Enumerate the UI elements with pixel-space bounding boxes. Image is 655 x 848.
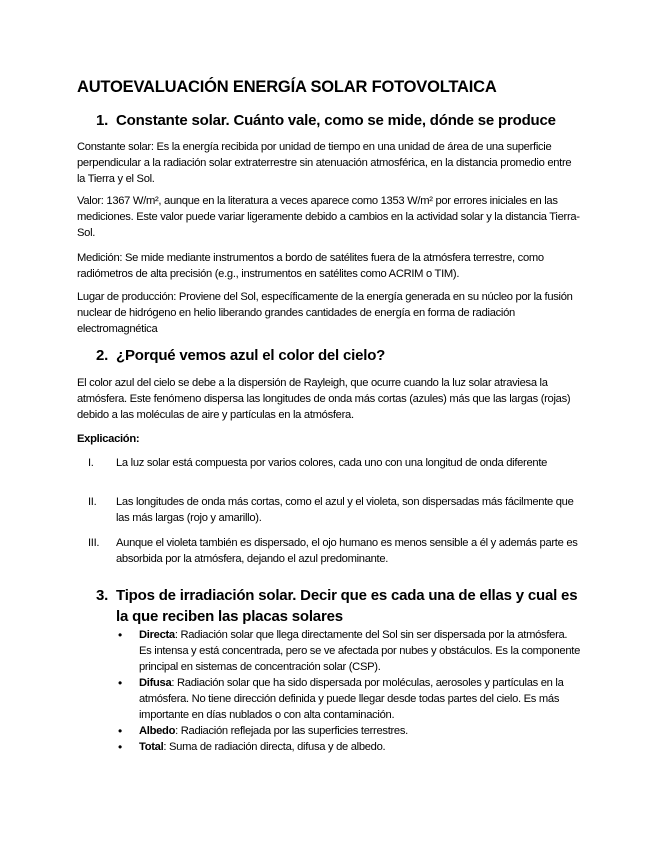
section-1-heading xyxy=(96,110,556,131)
section-number: 1. xyxy=(96,112,109,129)
paragraph-valor: Valor: 1367 W/m², aunque en la literatura a veces aparece como 1353 W/m² por errores iniciales en las mediciones. Este valor puede variar ligeramente debido a cambios en la actividad solar y la distancia Tierra-Sol. xyxy=(77,195,580,239)
explicacion-label: Explicación: xyxy=(77,433,140,445)
list-text: La luz solar está compuesta por varios colores, cada uno con una longitud de onda diferente xyxy=(116,457,548,469)
section-number: 3. xyxy=(96,587,109,604)
list-number: I. xyxy=(88,457,94,469)
bullet-icon: • xyxy=(118,628,122,642)
paragraph-constante: Constante solar: Es la energía recibida por unidad de tiempo en una unidad de área de una superficie perpendicular a la radiación solar extraterrestre sin atenuación atmosférica, en la distancia promedio entre la Tierra y el Sol. xyxy=(77,141,572,185)
section-number: 2. xyxy=(96,347,109,364)
list-item xyxy=(77,535,582,567)
list-number: III. xyxy=(88,537,100,549)
bullet-item xyxy=(118,627,582,675)
bullet-text: : Radiación reflejada por las superficies terrestres. xyxy=(175,725,408,737)
section-title-line2: la que reciben las placas solares xyxy=(116,608,343,625)
bullet-text: : Suma de radiación directa, difusa y de albedo. xyxy=(163,741,386,753)
list-number: II. xyxy=(88,496,97,508)
section-title: ¿Porqué vemos azul el color del cielo? xyxy=(116,347,386,364)
section-3-heading xyxy=(96,585,577,627)
bullet-term: Albedo xyxy=(139,725,176,737)
document-title: AUTOEVALUACIÓN ENERGÍA SOLAR FOTOVOLTAICA xyxy=(77,78,497,96)
bullet-term: Total xyxy=(139,741,164,753)
bullet-icon: • xyxy=(118,676,122,690)
section-title: Tipos de irradiación solar. Decir que es cada una de ellas y cual es xyxy=(116,587,578,604)
list-item xyxy=(77,494,582,526)
paragraph-rayleigh: El color azul del cielo se debe a la dispersión de Rayleigh, que ocurre cuando la luz solar atraviesa la atmósfera. Este fenómeno dispersa las longitudes de onda más cortas (azules) más que las largas (rojas) debido a las moléculas de aire y partículas en la atmósfera. xyxy=(77,377,571,421)
section-title: Constante solar. Cuánto vale, como se mide, dónde se produce xyxy=(116,112,556,129)
bullet-text: : Radiación solar que llega directamente del Sol sin ser dispersada por la atmósfera. Es intensa y está concentrada, pero se ve afectada por nubes y obstáculos. Es la componente principal en sistemas de concentración solar (CSP). xyxy=(139,629,580,673)
bullet-item xyxy=(118,739,582,755)
bullet-item xyxy=(118,723,582,739)
bullet-term: Directa xyxy=(139,629,175,641)
bullet-text: : Radiación solar que ha sido dispersada por moléculas, aerosoles y partículas en la atmósfera. No tiene dirección definida y puede llegar desde todas partes del cielo. Es más importante en días nublados o con alta contaminación. xyxy=(139,677,564,721)
paragraph-medicion: Medición: Se mide mediante instrumentos a bordo de satélites fuera de la atmósfera terrestre, como radiómetros de alta precisión (e.g., instrumentos en satélites como ACRIM o TIM). xyxy=(77,252,544,280)
section-2-heading xyxy=(96,345,385,366)
bullet-item xyxy=(118,675,582,723)
list-text: Aunque el violeta también es dispersado, el ojo humano es menos sensible a él y además parte es absorbida por la atmósfera, dejando el azul predominante. xyxy=(116,537,578,565)
list-item xyxy=(77,455,582,471)
bullet-icon: • xyxy=(118,740,122,754)
paragraph-lugar: Lugar de producción: Proviene del Sol, específicamente de la energía generada en su núcleo por la fusión nuclear de hidrógeno en helio liberando grandes cantidades de energía en forma de radiación electromagnética xyxy=(77,291,573,335)
bullet-term: Difusa xyxy=(139,677,172,689)
list-text: Las longitudes de onda más cortas, como el azul y el violeta, son dispersadas más fácilmente que las más largas (rojo y amarillo). xyxy=(116,496,574,524)
bullet-icon: • xyxy=(118,724,122,738)
